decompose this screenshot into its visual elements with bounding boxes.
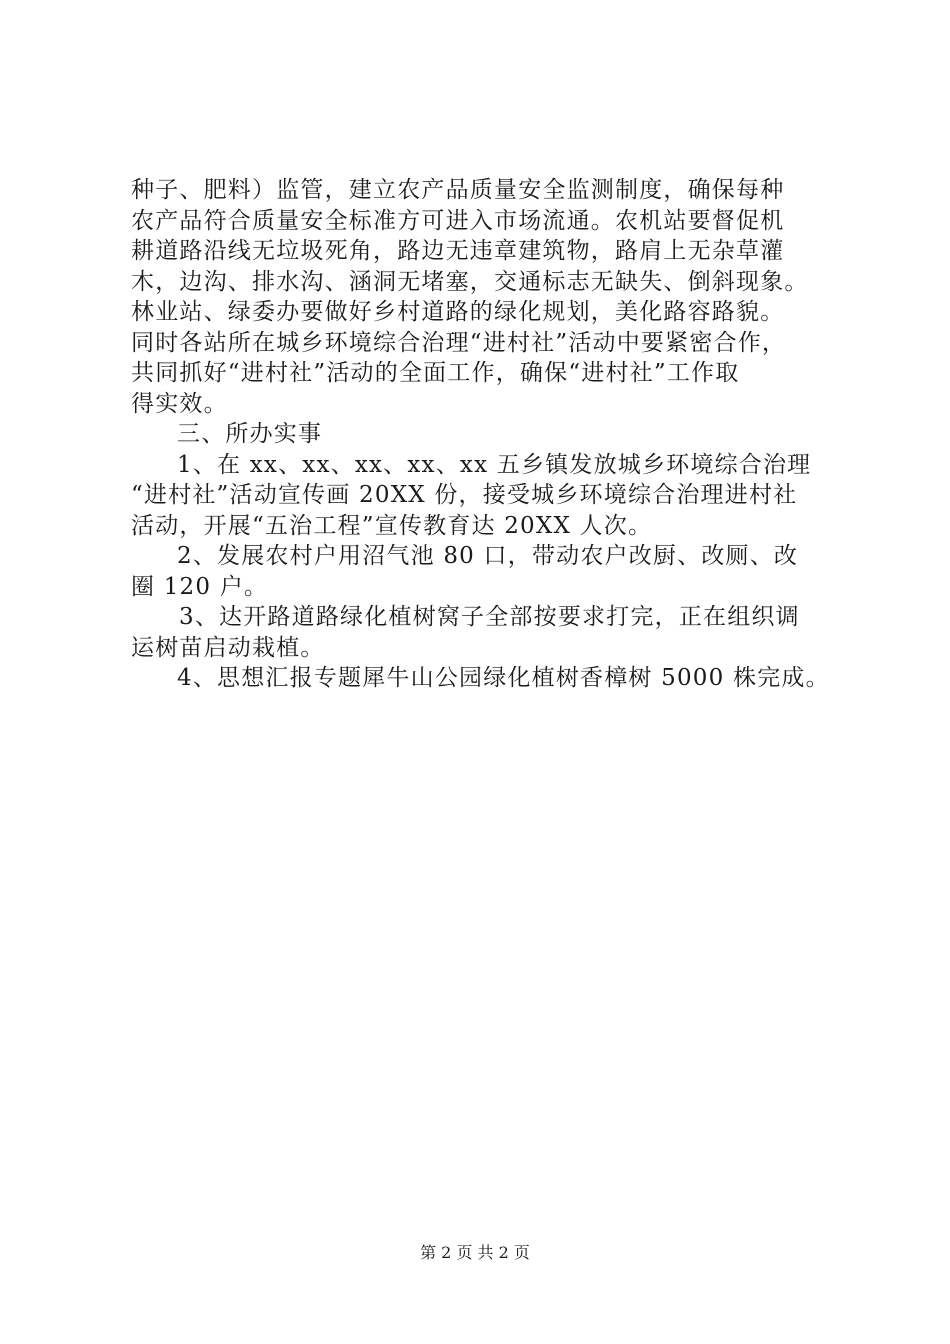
text-line: “进村社”活动宣传画 20XX 份，接受城乡环境综合治理进村社 [131,482,798,508]
text-line: 木，边沟、排水沟、涵洞无堵塞，交通标志无缺失、倒斜现象。 [131,268,809,295]
text-line: 得实效。 [131,390,228,417]
text-line: 农产品符合质量安全标准方可进入市场流通。农机站要督促机 [131,207,785,234]
list-item-4 [131,663,861,694]
text-line: 共同抓好“进村社”活动的全面工作，确保“进村社”工作取 [131,360,740,386]
document-body [131,175,861,694]
text-line: 运树苗启动栽植。 [131,634,325,661]
section-heading [131,419,861,450]
text-line: 4、思想汇报专题犀牛山公园绿化植树香樟树 5000 株完成。 [177,665,830,691]
text-line: 活动，开展“五治工程”宣传教育达 20XX 人次。 [131,512,653,539]
list-item-3 [131,602,861,663]
text-line: 林业站、绿委办要做好乡村道路的绿化规划，美化路容路貌。 [131,299,785,325]
text-line: 圈 120 户。 [131,573,269,600]
paragraph-continuation [131,175,861,419]
text-line: 种子、肥料）监管，建立农产品质量安全监测制度，确保每种 [131,177,785,203]
text-line: 同时各站所在城乡环境综合治理“进村社”活动中要紧密合作， [131,329,787,356]
text-line: 1、在 xx、xx、xx、xx、xx 五乡镇发放城乡环境综合治理 [177,451,812,478]
text-line: 耕道路沿线无垃圾死角，路边无违章建筑物，路肩上无杂草灌 [131,238,785,264]
page-footer [0,1243,950,1263]
section-heading-text: 三、所办实事 [177,421,323,447]
text-line: 2、发展农村户用沼气池 80 口，带动农户改厨、改厕、改 [177,543,799,569]
list-item-2 [131,541,861,602]
list-item-1 [131,450,861,542]
page-number-label: 第 2 页 共 2 页 [420,1243,530,1262]
text-line: 3、达开路道路绿化植树窝子全部按要求打完，正在组织调 [179,604,800,630]
